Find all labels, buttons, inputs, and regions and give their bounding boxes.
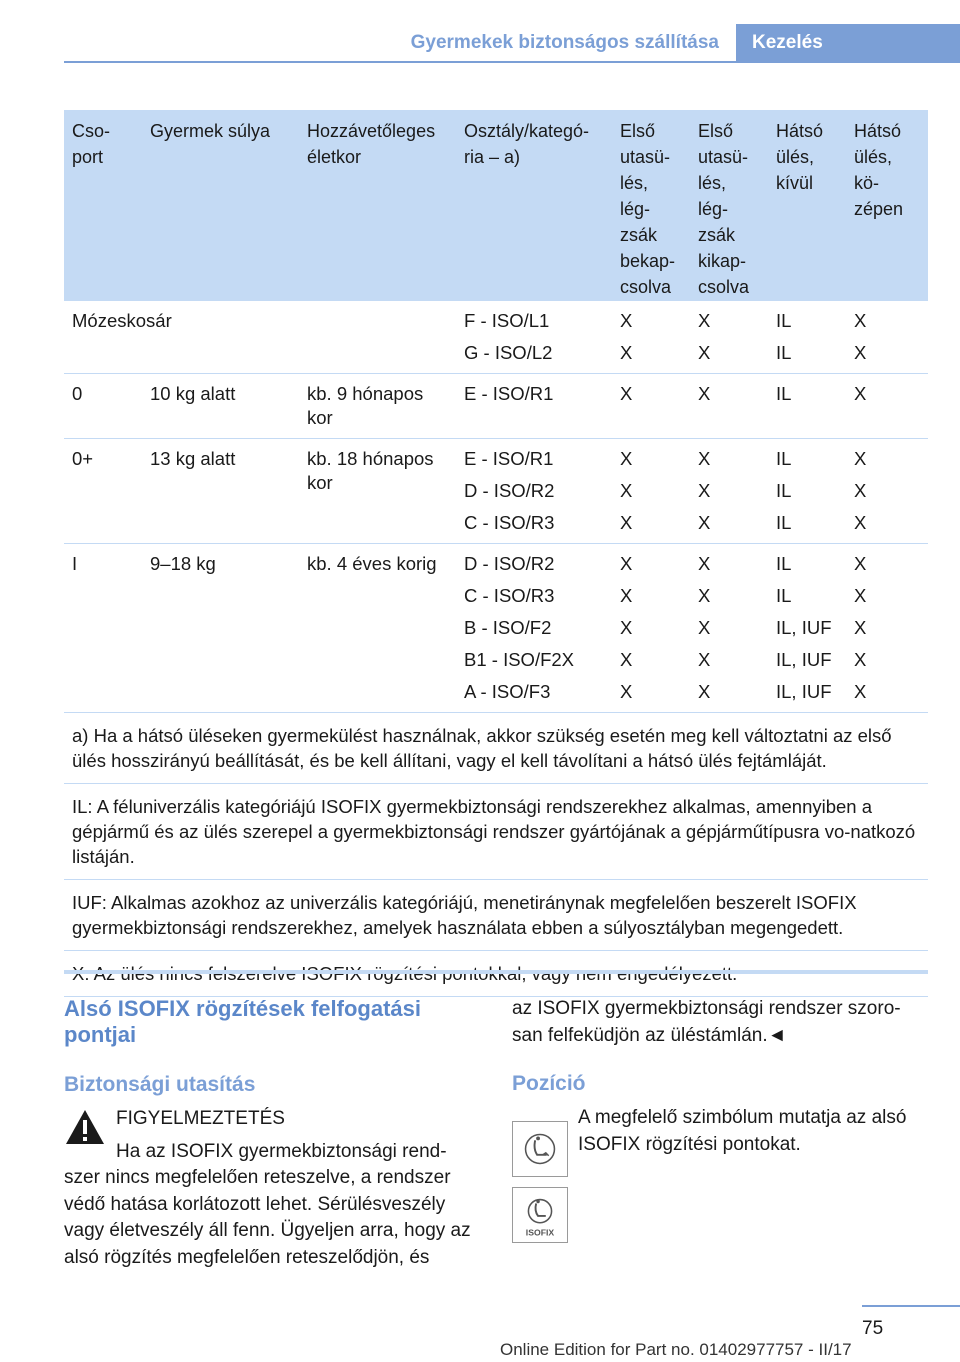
cell-line: X xyxy=(620,383,633,404)
cell-line: X xyxy=(698,617,711,638)
table-cell xyxy=(456,447,612,543)
warning-text: szer nincs megfelelően reteszelve, a rendszer védő hatása korlátozott lehet. Sérülésveszély vagy életveszély áll fenn. Ügyeljen arra, hogy az alsó rögzítés megfelelően reteszelődjön, és xyxy=(64,1167,471,1268)
cell-line: B1 - ISO/F2X xyxy=(464,649,575,670)
cell-line: X xyxy=(620,310,633,331)
table-cell: I xyxy=(72,553,78,574)
cell-line: X xyxy=(698,383,711,404)
continued-text: az ISOFIX gyermekbiztonsági rendszer szoro-san felfeküdjön az üléstámlán.◄ xyxy=(512,998,901,1046)
cell-line: X xyxy=(698,512,711,533)
table-end-rule xyxy=(64,970,928,974)
cell-line: X xyxy=(854,512,867,533)
cell-line: E - ISO/R1 xyxy=(464,383,554,404)
position-subheading: Pozíció xyxy=(512,1072,586,1095)
column-header: Cso- port xyxy=(72,121,111,167)
edition-text: Online Edition for Part no. 01402977757 - II/17 xyxy=(500,1340,852,1359)
cell-line: G - ISO/L2 xyxy=(464,342,553,363)
position-text: A megfelelő szimbólum mutatja az alsó ISOFIX rögzítési pontokat. xyxy=(578,1107,907,1155)
cell-line: X xyxy=(698,649,711,670)
table-cell: kb. 9 hónapos kor xyxy=(307,383,424,428)
cell-line: D - ISO/R2 xyxy=(464,480,555,501)
cell-line: IL xyxy=(776,553,792,574)
table-body xyxy=(64,301,928,713)
table-cell: 13 kg alatt xyxy=(150,448,236,469)
cell-line: B - ISO/F2 xyxy=(464,617,552,638)
table-cell xyxy=(846,552,928,712)
table-cell: 0+ xyxy=(72,448,94,469)
column-header: Első utasü- lés, lég- zsák kikap- csolva xyxy=(698,121,750,297)
warning-title: FIGYELMEZTETÉS xyxy=(116,1108,285,1129)
table-row xyxy=(64,544,928,713)
table-cell xyxy=(846,382,928,438)
footer-rule xyxy=(862,1305,960,1307)
isofix-table xyxy=(64,110,928,997)
table-cell xyxy=(456,552,612,712)
table-cell xyxy=(142,309,299,373)
table-cell xyxy=(690,382,768,438)
cell-line: X xyxy=(698,553,711,574)
cell-line: X xyxy=(620,512,633,533)
table-cell: 10 kg alatt xyxy=(150,383,236,404)
cell-line: IL xyxy=(776,383,792,404)
cell-line: X xyxy=(854,681,867,702)
cell-line: IL, IUF xyxy=(776,681,832,702)
table-cell: kb. 18 hónapos kor xyxy=(307,448,434,493)
table-cell xyxy=(768,552,846,712)
table-cell xyxy=(690,552,768,712)
column-header: Első utasü- lés, lég- zsák bekap- csolva xyxy=(620,121,676,297)
cell-line: IL xyxy=(776,480,792,501)
left-column xyxy=(64,996,476,1271)
cell-line: X xyxy=(854,383,867,404)
column-header: Gyermek súlya xyxy=(150,121,271,141)
safety-subheading: Biztonsági utasítás xyxy=(64,1073,256,1096)
cell-line: X xyxy=(854,310,867,331)
warning-block xyxy=(64,1106,476,1271)
table-note xyxy=(64,951,928,997)
table-cell xyxy=(846,309,928,373)
table-note: IUF: Alkalmas azokhoz az univerzális kategóriájú, menetiránynak megfelelően beszerelt ISOFIX gyermekbiztonsági rendszerekhez, amelyek használata ebben a súlyosztályban megengedett. xyxy=(64,880,928,951)
cell-line: X xyxy=(854,480,867,501)
table-cell xyxy=(456,382,612,438)
section-heading: Alsó ISOFIX rögzítések felfogatási pontjai xyxy=(64,996,421,1047)
table-cell xyxy=(690,309,768,373)
cell-line: D - ISO/R2 xyxy=(464,553,555,574)
cell-line: IL xyxy=(776,310,792,331)
table-cell xyxy=(768,309,846,373)
cell-line: X xyxy=(698,480,711,501)
cell-line: X xyxy=(854,617,867,638)
cell-line: X xyxy=(854,448,867,469)
cell-line: F - ISO/L1 xyxy=(464,310,550,331)
cell-line: X xyxy=(854,649,867,670)
table-note: IL: A féluniverzális kategóriájú ISOFIX gyermekbiztonsági rendszerekhez alkalmas, amennyiben a gépjármű és az ülés szerepel a gyermekbiztonsági rendszer gyártójának a gépjárműtípusra vo-natkozó listáján. xyxy=(64,784,928,880)
cell-line: X xyxy=(620,342,633,363)
isofix-seat-symbol-icon xyxy=(512,1121,568,1177)
isofix-label-symbol-icon xyxy=(512,1187,568,1243)
cell-line: X xyxy=(698,681,711,702)
isofix-symbol-label: ISOFIX xyxy=(525,1227,555,1238)
table-cell xyxy=(456,309,612,373)
table-cell xyxy=(612,382,690,438)
cell-line: C - ISO/R3 xyxy=(464,585,555,606)
cell-line: X xyxy=(620,681,633,702)
warning-text-first: Ha az ISOFIX gyermekbiztonsági rend- xyxy=(116,1140,447,1162)
cell-line: X xyxy=(854,553,867,574)
table-row xyxy=(64,439,928,544)
cell-line: X xyxy=(698,448,711,469)
cell-line: X xyxy=(854,585,867,606)
column-header: Hátsó ülés, kívül xyxy=(776,121,824,193)
cell-line: X xyxy=(854,342,867,363)
cell-line: X xyxy=(620,480,633,501)
table-row xyxy=(64,374,928,439)
table-cell: 9–18 kg xyxy=(150,553,216,574)
cell-line: X xyxy=(698,585,711,606)
section-title: Gyermekek biztonságos szállítása xyxy=(410,32,719,53)
cell-line: IL xyxy=(776,512,792,533)
cell-line: X xyxy=(698,310,711,331)
table-cell: Mózeskosár xyxy=(72,310,172,331)
cell-line: IL xyxy=(776,342,792,363)
table-cell xyxy=(299,309,456,373)
cell-line: IL xyxy=(776,448,792,469)
cell-line: IL, IUF xyxy=(776,617,832,638)
cell-line: X xyxy=(620,617,633,638)
table-cell xyxy=(846,447,928,543)
header-rule xyxy=(64,61,960,63)
table-cell xyxy=(768,447,846,543)
column-header: Hozzávetőleges életkor xyxy=(307,121,436,167)
cell-line: X xyxy=(620,448,633,469)
cell-line: X xyxy=(620,649,633,670)
cell-line: IL xyxy=(776,585,792,606)
table-note: a) Ha a hátsó üléseken gyermekülést használnak, akkor szükség esetén meg kell változtatni az első ülés hosszirányú beállítását, és be kell állítani, vagy el kell távolítani a hátsó ülés fejtámláját. xyxy=(64,713,928,784)
cell-line: C - ISO/R3 xyxy=(464,512,555,533)
column-header: Hátsó ülés, kö- zépen xyxy=(854,121,904,219)
cell-line: X xyxy=(620,585,633,606)
cell-line: A - ISO/F3 xyxy=(464,681,551,702)
cell-line: E - ISO/R1 xyxy=(464,448,554,469)
cell-line: X xyxy=(620,553,633,574)
column-header: Osztály/kategó- ria – a) xyxy=(464,121,590,167)
cell-line: IL, IUF xyxy=(776,649,832,670)
table-notes xyxy=(64,713,928,997)
table-cell xyxy=(612,309,690,373)
table-cell: kb. 4 éves korig xyxy=(307,553,437,574)
table-cell xyxy=(690,447,768,543)
page-number: 75 xyxy=(862,1318,884,1339)
chapter-tab: Kezelés xyxy=(736,24,960,62)
table-row xyxy=(64,301,928,374)
right-column xyxy=(512,996,928,1158)
table-cell xyxy=(612,447,690,543)
table-cell: 0 xyxy=(72,383,83,404)
cell-line: X xyxy=(698,342,711,363)
table-cell xyxy=(612,552,690,712)
table-header xyxy=(64,110,928,301)
warning-triangle-icon xyxy=(64,1108,106,1146)
table-cell xyxy=(768,382,846,438)
